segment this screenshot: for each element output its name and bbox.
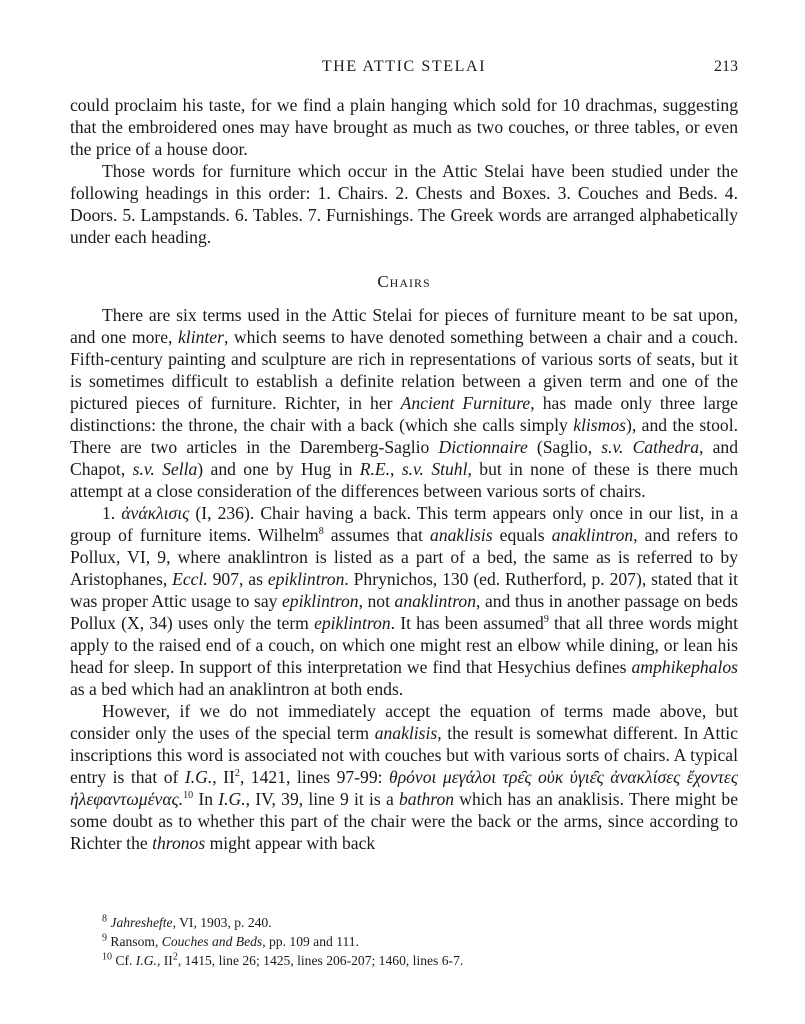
footnotes xyxy=(102,913,722,970)
text-run: , which seems to have denoted something between a chair and a couch. Fifth-century painting and sculpture are rich in representations of various sorts of seats, but it is sometimes difficult to establish a definite relation between a given term and one of the pictured pieces of furniture. Richter, in her xyxy=(70,327,738,413)
text-run: , II xyxy=(212,767,235,787)
paragraph-anaklisis xyxy=(70,502,738,700)
italic-text: I.G. xyxy=(135,953,157,968)
text-run: as a bed which had an anaklintron at both ends. xyxy=(70,679,404,699)
text-run: 907, as xyxy=(207,569,268,589)
running-head-title: THE ATTIC STELAI xyxy=(321,58,487,75)
text-run: However, if we do not immediately accept the equation of terms made above, but consider only the uses of the special term xyxy=(70,701,738,743)
italic-text: thronos xyxy=(152,833,206,853)
running-head xyxy=(70,58,738,82)
text-run: ), and the stool. There are two articles in the Daremberg-Saglio xyxy=(70,415,739,457)
text-run: (Saglio, xyxy=(527,437,602,457)
italic-text: klismos xyxy=(573,415,626,435)
italic-text: epiklintron xyxy=(314,613,391,633)
text-run: Cf. xyxy=(112,953,136,968)
text-run: , not xyxy=(358,591,395,611)
text-run: , VI, 1903, p. 240. xyxy=(172,915,272,930)
text-run: , but in none of these is there much attempt at a close consideration of the differences between various sorts of chairs. xyxy=(70,459,738,501)
italic-text: Jahreshefte xyxy=(110,915,173,930)
footnote-marker: 2 xyxy=(172,951,178,963)
text-run: , 1415, line 26; 1425, lines 206-207; 1460, lines 6-7. xyxy=(177,953,464,968)
paragraph-however xyxy=(70,700,738,854)
italic-text: s.v. Cathedra xyxy=(601,437,700,457)
text-run: , 1421, lines 97-99: xyxy=(239,767,390,787)
italic-text: epiklintron xyxy=(267,569,345,589)
footnote-10 xyxy=(102,951,722,970)
footnote-marker: 10 xyxy=(102,951,112,963)
italic-text: Ancient Furniture xyxy=(400,393,531,413)
text-run: ) and one by Hug in xyxy=(197,459,360,479)
body-text xyxy=(70,94,738,854)
text-run: , II xyxy=(156,953,173,968)
page-number: 213 xyxy=(714,58,738,75)
footnote-marker: 9 xyxy=(102,932,107,944)
paragraph-chairs-intro xyxy=(70,304,738,502)
text-run: , the result is somewhat different. In Attic inscriptions this word is associated not with couches but with various sorts of chairs. A typical entry is that of xyxy=(70,723,738,787)
italic-text: s.v. Stuhl xyxy=(401,459,468,479)
text-run: There are six terms used in the Attic Stelai for pieces of furniture meant to be sat upon, and one more, xyxy=(70,305,738,347)
italic-text: klinter xyxy=(178,327,224,347)
italic-text: Eccl. xyxy=(172,569,208,589)
footnote-marker: 9 xyxy=(543,614,549,626)
footnote-marker: 2 xyxy=(234,768,240,780)
section-heading-chairs xyxy=(70,271,738,294)
italic-text: Dictionnaire xyxy=(438,437,528,457)
text-run: assumes that xyxy=(323,525,431,545)
italic-text: I.G. xyxy=(184,767,213,787)
text-run: (I, 236). Chair having a back. This term appears only once in our list, in a group of furniture items. Wilhelm xyxy=(70,503,739,545)
text-run: that all three words might apply to the raised end of a couch, on which one might rest an elbow while dining, or lean his head for sleep. In support of this interpretation we find that Hesychius defines xyxy=(70,613,738,677)
footnote-marker: 8 xyxy=(102,913,107,925)
text-run: which has an anaklisis. There might be some doubt as to whether this part of the chair were the back or the arms, since according to Richter the xyxy=(70,789,739,853)
text-run: In xyxy=(193,789,219,809)
italic-text: anaklintron xyxy=(551,525,634,545)
italic-text: anaklisis xyxy=(430,525,493,545)
text-run: , and refers to Pollux, VI, 9, where anaklintron is listed as a part of a bed, the same as is referred to by Aristophanes, xyxy=(70,525,738,589)
text-run: . It has been assumed xyxy=(390,613,544,633)
italic-text: R.E. xyxy=(359,459,391,479)
text-run: might appear with back xyxy=(205,833,376,853)
italic-text: epiklintron xyxy=(282,591,359,611)
italic-text: anaklisis xyxy=(374,723,438,743)
text-run: , xyxy=(390,459,402,479)
italic-text: anaklintron xyxy=(394,591,476,611)
text-run: 1. xyxy=(102,503,122,523)
footnote-8 xyxy=(102,913,722,932)
footnote-9 xyxy=(102,932,722,951)
text-run: , IV, 39, line 9 it is a xyxy=(245,789,399,809)
italic-text: Couches and Beds xyxy=(161,934,263,949)
text-run: Those words for furniture which occur in the Attic Stelai have been studied under the following headings in this order: 1. Chairs. 2. Chests and Boxes. 3. Couches and Beds. 4. Doors. 5. Lampstands. 6. Tables. 7. Furnishings. The Greek words are arranged alphabetically under each heading. xyxy=(70,161,738,247)
paragraph-furniture-headings xyxy=(70,160,738,248)
paragraph-continued xyxy=(70,94,738,160)
italic-text: θρόνοι μεγάλοι τρε̑ς οὐκ ὑγιε̑ς ἀνακλίσες ἔχοντες ἠλεφαντωμένας. xyxy=(70,767,738,809)
footnote-marker: 8 xyxy=(318,526,324,538)
text-run: Chairs xyxy=(377,272,431,291)
text-run: Ransom, xyxy=(107,934,162,949)
footnote-marker: 10 xyxy=(183,790,194,802)
text-run: , pp. 109 and 111. xyxy=(262,934,359,949)
text-run: . Phrynichos, 130 (ed. Rutherford, p. 207), stated that it was proper Attic usage to say xyxy=(70,569,739,611)
text-run: , and Chapot, xyxy=(70,437,738,479)
text-run: , and thus in another passage on beds Pollux (X, 34) uses only the term xyxy=(70,591,738,633)
italic-text: ἀνάκλισις xyxy=(121,503,190,523)
italic-text: amphikephalos xyxy=(631,657,738,677)
text-run: could proclaim his taste, for we find a plain hanging which sold for 10 drachmas, suggesting that the embroidered ones may have brought as much as two couches, or three tables, or even the price of a house door. xyxy=(70,95,738,159)
italic-text: I.G. xyxy=(218,789,246,809)
italic-text: s.v. Sella xyxy=(132,459,198,479)
text-run: equals xyxy=(492,525,552,545)
italic-text: bathron xyxy=(398,789,455,809)
text-run: , has made only three large distinctions: the throne, the chair with a back (which she calls simply xyxy=(70,393,738,435)
